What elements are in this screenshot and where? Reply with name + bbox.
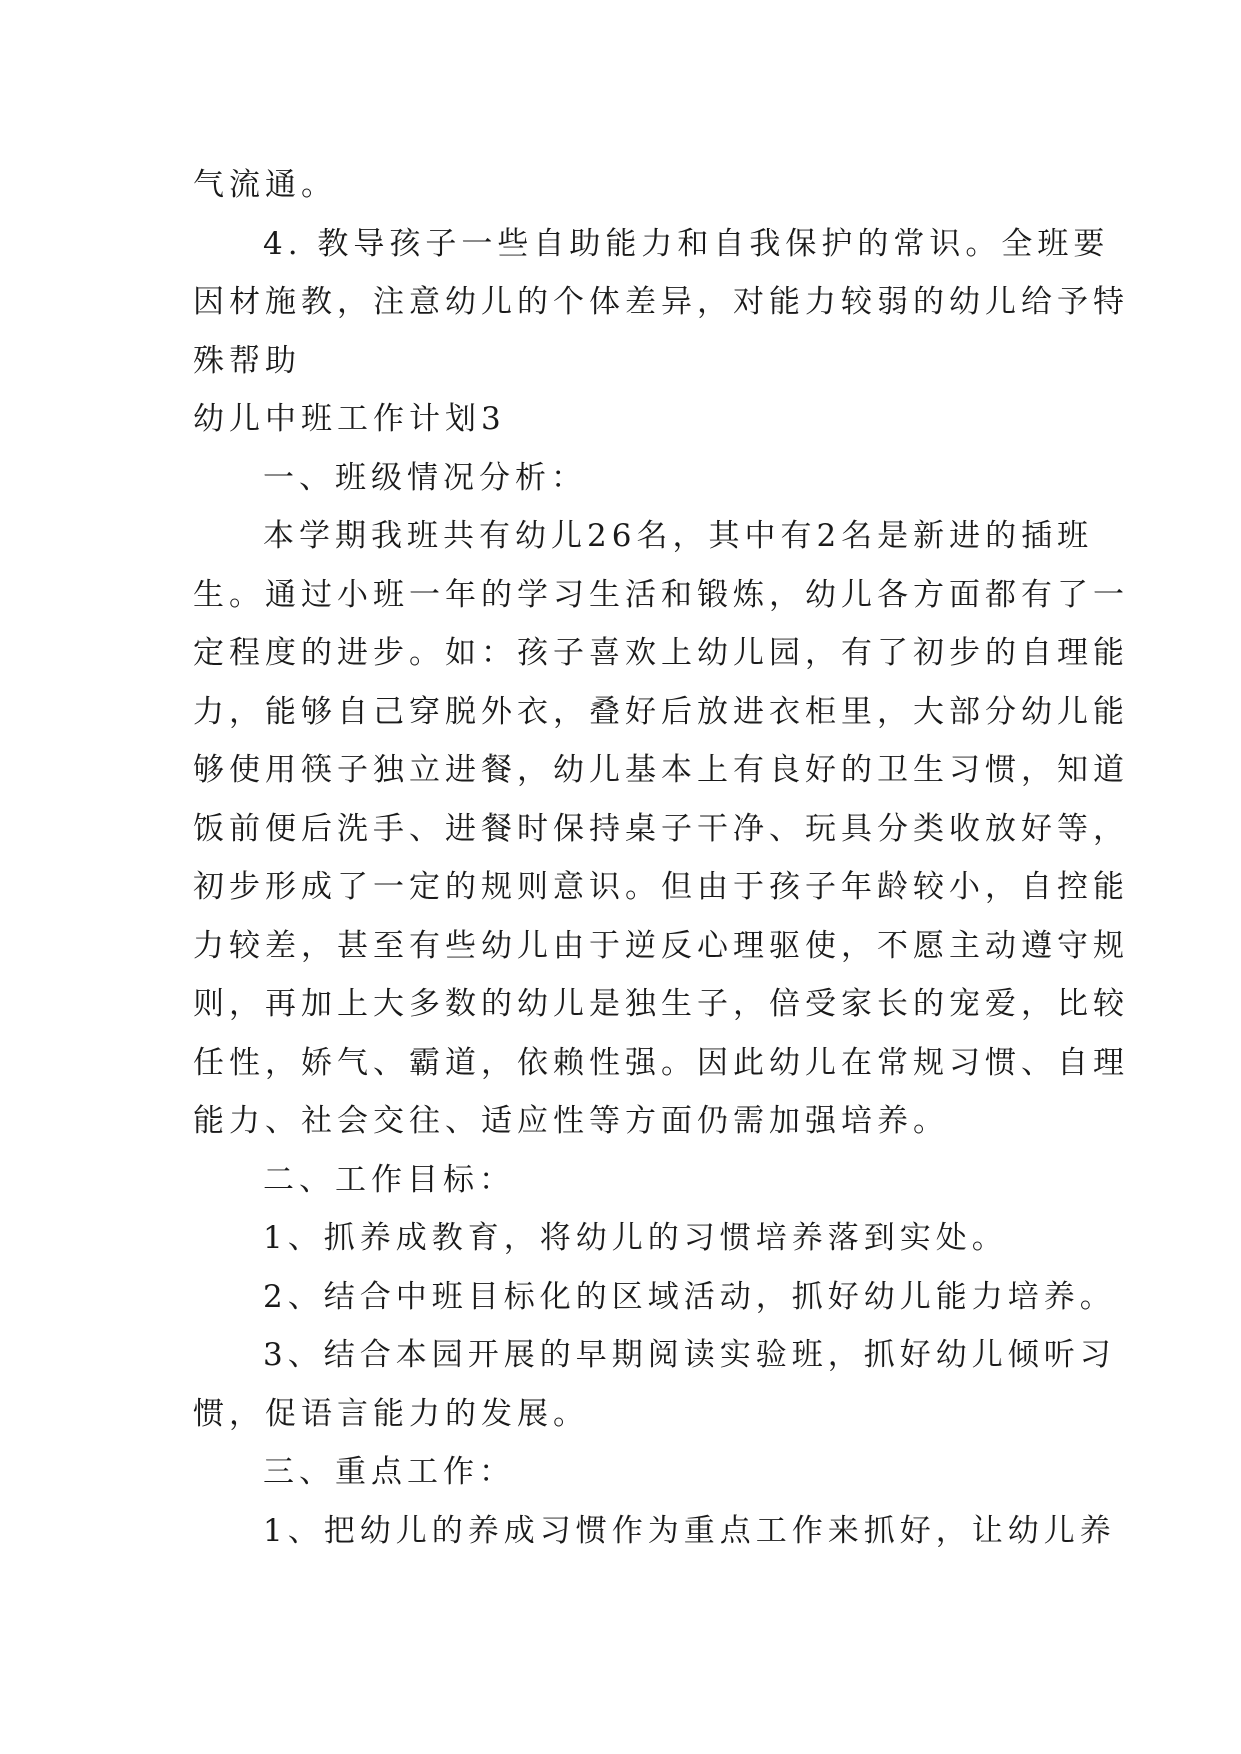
text-line: 因材施教，注意幼儿的个体差异，对能力较弱的幼儿给予特	[193, 284, 1129, 320]
text-line: 任性，娇气、霸道，依赖性强。因此幼儿在常规习惯、自理	[193, 1044, 1129, 1081]
text-line: 4. 教导孩子一些自助能力和自我保护的常识。全班要	[263, 225, 1110, 262]
text-line: 则，再加上大多数的幼儿是独生子，倍受家长的宠爱，比较	[193, 986, 1129, 1022]
text-line: 3、结合本园开展的早期阅读实验班，抓好幼儿倾听习	[263, 1337, 1116, 1373]
text-line: 幼儿中班工作计划3	[193, 401, 506, 437]
text-line: 惯，促语言能力的发展。	[193, 1395, 589, 1432]
text-line: 够使用筷子独立进餐，幼儿基本上有良好的卫生习惯，知道	[193, 752, 1129, 788]
text-line: 殊帮助	[193, 342, 301, 379]
text-line: 定程度的进步。如：孩子喜欢上幼儿园，有了初步的自理能	[193, 635, 1129, 671]
text-line: 力，能够自己穿脱外衣，叠好后放进衣柜里，大部分幼儿能	[193, 693, 1129, 730]
text-line: 生。通过小班一年的学习生活和锻炼，幼儿各方面都有了一	[193, 576, 1129, 613]
document-body	[193, 156, 1129, 1560]
text-line: 一、班级情况分析：	[263, 459, 587, 496]
text-line: 1、把幼儿的养成习惯作为重点工作来抓好，让幼儿养	[263, 1512, 1116, 1549]
text-line: 气流通。	[193, 167, 337, 203]
text-line: 1、抓养成教育，将幼儿的习惯培养落到实处。	[263, 1220, 1008, 1256]
text-line: 本学期我班共有幼儿26名，其中有2名是新进的插班	[263, 518, 1094, 554]
text-line: 力较差，甚至有些幼儿由于逆反心理驱使，不愿主动遵守规	[193, 927, 1129, 964]
text-line: 初步形成了一定的规则意识。但由于孩子年龄较小，自控能	[193, 869, 1129, 905]
text-line: 二、工作目标：	[263, 1161, 515, 1198]
text-line: 能力、社会交往、适应性等方面仍需加强培养。	[193, 1103, 949, 1139]
text-line: 2、结合中班目标化的区域活动，抓好幼儿能力培养。	[263, 1278, 1116, 1315]
text-line: 三、重点工作：	[263, 1454, 515, 1490]
text-line: 饭前便后洗手、进餐时保持桌子干净、玩具分类收放好等，	[193, 810, 1129, 847]
